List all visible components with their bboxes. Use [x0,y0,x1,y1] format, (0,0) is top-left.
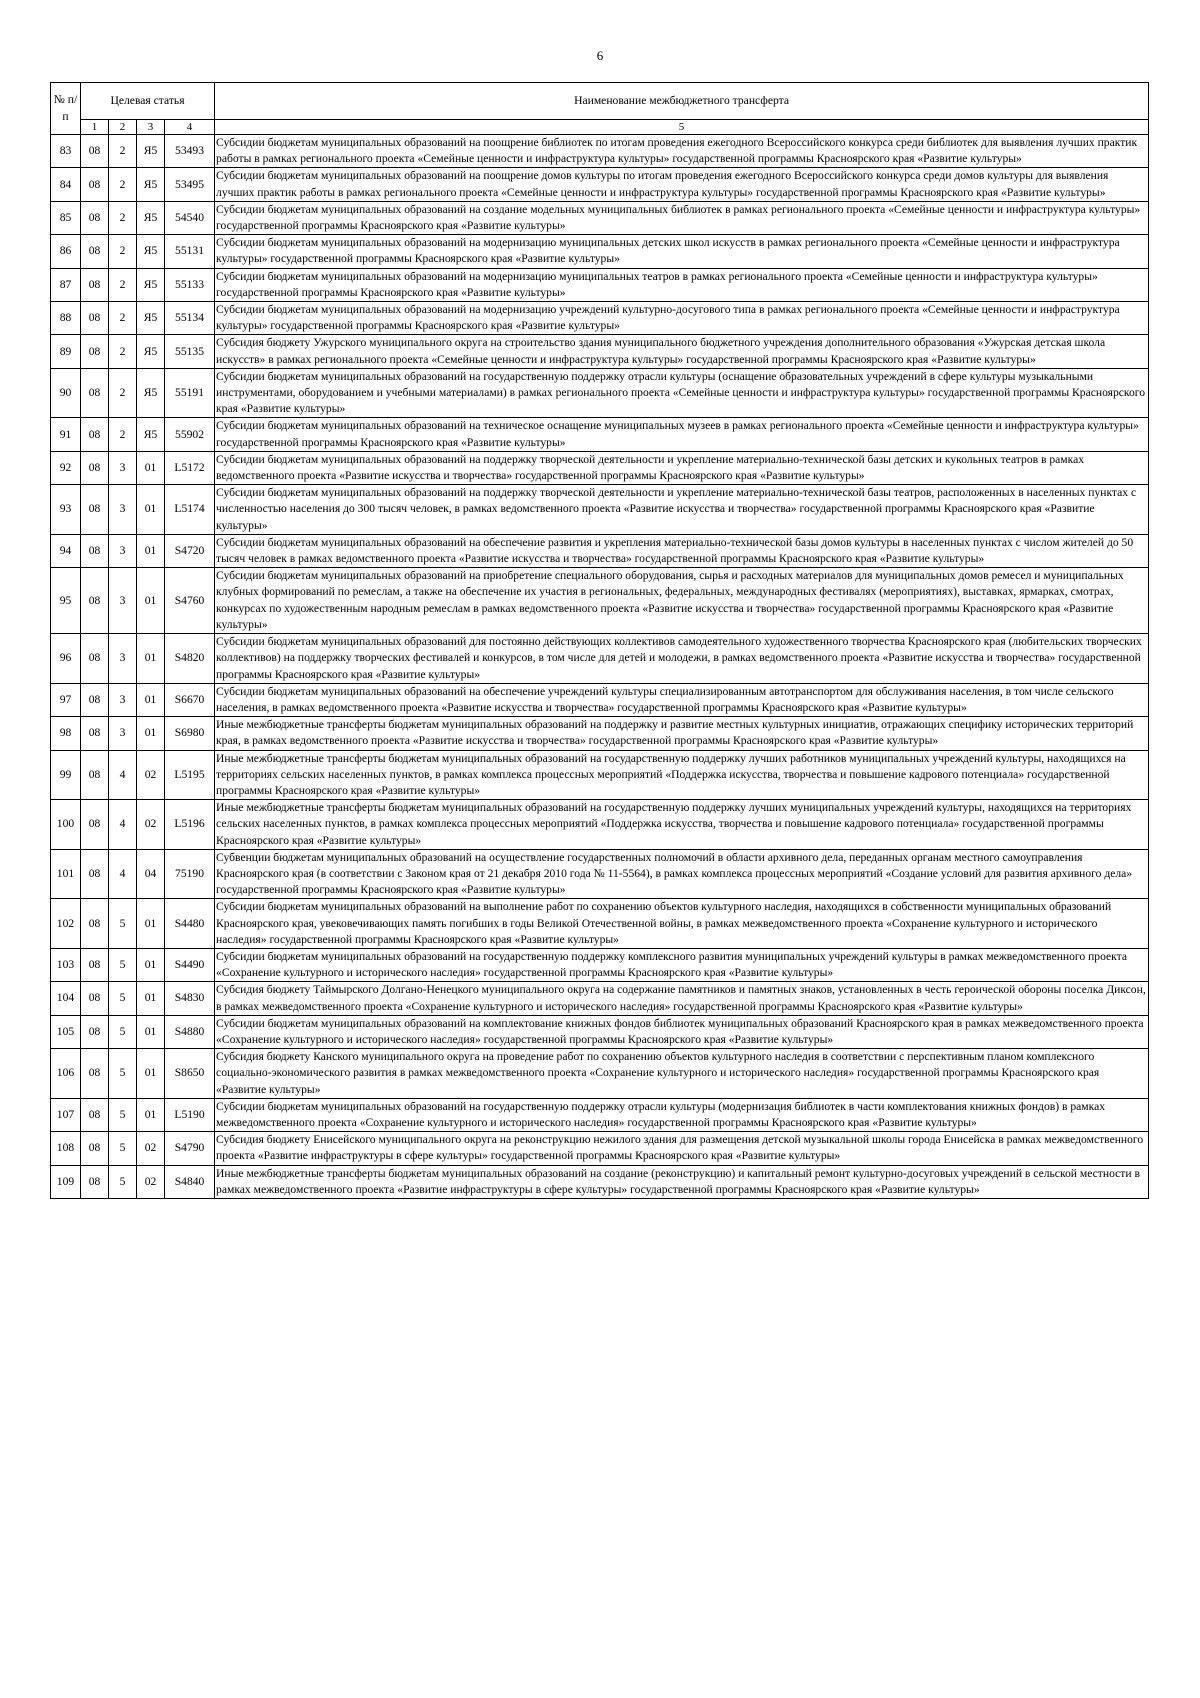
target-code-3: 01 [137,717,165,750]
target-code-3: Я5 [137,235,165,268]
target-code-1: 08 [81,418,109,451]
transfer-name: Иные межбюджетные трансферты бюджетам муниципальных образований на поддержку и развитие местных культурных инициатив, отражающих специфику исторических территорий края, в рамках ведомственного проекта «Развитие искусства и творчества» государственной программы Красноярского края «Развитие культуры» [215,717,1149,750]
target-code-3: 02 [137,1132,165,1165]
row-number: 86 [51,235,81,268]
transfer-name: Субсидии бюджетам муниципальных образований на выполнение работ по сохранению объектов культурного наследия, находящихся в собственности муниципальных образований Красноярского края, увековечивающих память погибших в годы Великой Отечественной войны, в рамках межведомственного проекта «Сохранение культурного и исторического наследия» государственной программы Красноярского края «Развитие культуры» [215,899,1149,949]
target-code-4: L5172 [165,451,215,484]
transfer-name: Субсидии бюджетам муниципальных образований на приобретение специального оборудования, сырья и расходных материалов для муниципальных домов ремесел и муниципальных клубных формирований по ремеслам, а также на обеспечение их участия в региональных, федеральных, международных фестивалях (мероприятиях), выставках, ярмарках, смотрах, конкурсах по художественным народным ремеслам в рамках ведомственного проекта «Развитие искусства и творчества» государственной программы Красноярского края «Развитие культуры» [215,568,1149,634]
row-number: 97 [51,683,81,716]
target-code-3: Я5 [137,335,165,368]
transfers-table [50,82,1149,1199]
target-code-2: 2 [109,135,137,168]
target-code-2: 4 [109,849,137,899]
target-code-1: 08 [81,368,109,418]
transfer-name: Субсидии бюджетам муниципальных образований на комплектование книжных фондов библиотек муниципальных образований Красноярского края в рамках межведомственного проекта «Сохранение культурного и исторического наследия» государственной программы Красноярского края «Развитие культуры» [215,1015,1149,1048]
target-code-3: Я5 [137,268,165,301]
header-target-article: Целевая статья [81,83,215,120]
transfer-name: Субсидии бюджетам муниципальных образований на поощрение домов культуры по итогам проведения ежегодного Всероссийского конкурса среди домов культуры для выявления лучших практик работы в рамках регионального проекта «Семейные ценности и инфраструктура культуры» государственной программы Красноярского края «Развитие культуры» [215,168,1149,201]
target-code-4: 53493 [165,135,215,168]
table-row [51,485,1149,535]
target-code-4: S4720 [165,534,215,567]
target-code-3: 01 [137,485,165,535]
table-row [51,1132,1149,1165]
table-row [51,634,1149,684]
target-code-1: 08 [81,135,109,168]
target-code-1: 08 [81,451,109,484]
row-number: 83 [51,135,81,168]
transfer-name: Субсидии бюджетам муниципальных образований на поощрение библиотек по итогам проведения ежегодного Всероссийского конкурса среди библиотек для выявления лучших практик работы в рамках регионального проекта «Семейные ценности и инфраструктура культуры» государственной программы Красноярского края «Развитие культуры» [215,135,1149,168]
transfer-name: Субсидии бюджетам муниципальных образований на обеспечение учреждений культуры специализированным автотранспортом для обслуживания населения, в том числе сельского населения, в рамках ведомственного проекта «Развитие искусства и творчества» государственной программы Красноярского края «Развитие культуры» [215,683,1149,716]
target-code-2: 2 [109,268,137,301]
row-number: 92 [51,451,81,484]
table-row [51,534,1149,567]
table-row [51,268,1149,301]
target-code-1: 08 [81,485,109,535]
row-number: 98 [51,717,81,750]
target-code-4: S6980 [165,717,215,750]
target-code-4: L5174 [165,485,215,535]
row-number: 85 [51,201,81,234]
table-row [51,1098,1149,1131]
target-code-3: 02 [137,750,165,800]
target-code-1: 08 [81,634,109,684]
target-code-2: 5 [109,1049,137,1099]
row-number: 106 [51,1049,81,1099]
target-code-3: 01 [137,982,165,1015]
transfer-name: Субсидия бюджету Ужурского муниципального округа на строительство здания муниципального бюджетного учреждения дополнительного образования «Ужурская детская школа искусств» в рамках регионального проекта «Семейные ценности и инфраструктура культуры» государственной программы Красноярского края «Развитие культуры» [215,335,1149,368]
target-code-4: S4490 [165,948,215,981]
table-row [51,418,1149,451]
transfer-name: Субсидии бюджетам муниципальных образований на поддержку творческой деятельности и укрепление материально-технической базы театров, расположенных в населенных пунктах с численностью населения до 300 тысяч человек, в рамках ведомственного проекта «Развитие искусства и творчества» государственной программы Красноярского края «Развитие культуры» [215,485,1149,535]
target-code-2: 5 [109,899,137,949]
target-code-2: 5 [109,1132,137,1165]
transfer-name: Субвенции бюджетам муниципальных образований на осуществление государственных полномочий в области архивного дела, переданных органам местного самоуправления Красноярского края (в соответствии с Законом края от 21 декабря 2010 года № 11-5564), в рамках комплекса процессных мероприятий «Создание условий для развития архивного дела» государственной программы Красноярского края «Развитие культуры» [215,849,1149,899]
target-code-1: 08 [81,717,109,750]
target-code-2: 2 [109,201,137,234]
table-body [51,135,1149,1199]
row-number: 93 [51,485,81,535]
target-code-3: 01 [137,634,165,684]
transfer-name: Субсидия бюджету Таймырского Долгано-Ненецкого муниципального округа на содержание памятников и памятных знаков, установленных в честь героической обороны поселка Диксон, в рамках межведомственного проекта «Сохранение культурного и исторического наследия» государственной программы Красноярского края «Развитие культуры» [215,982,1149,1015]
target-code-4: S4480 [165,899,215,949]
target-code-2: 5 [109,1015,137,1048]
transfer-name: Субсидии бюджетам муниципальных образований на государственную поддержку отрасли культуры (модернизация библиотек в части комплектования книжных фондов) в рамках межведомственного проекта «Сохранение культурного и исторического наследия» государственной программы Красноярского края «Развитие культуры» [215,1098,1149,1131]
target-code-1: 08 [81,201,109,234]
row-number: 107 [51,1098,81,1131]
target-code-4: 55191 [165,368,215,418]
target-code-4: 55133 [165,268,215,301]
target-code-1: 08 [81,948,109,981]
target-code-1: 08 [81,1165,109,1198]
target-code-4: 55134 [165,302,215,335]
target-code-3: Я5 [137,368,165,418]
header-num: № п/п [51,83,81,135]
target-code-4: S6670 [165,683,215,716]
target-code-2: 5 [109,948,137,981]
transfer-name: Субсидии бюджетам муниципальных образований на модернизацию учреждений культурно-досугового типа в рамках регионального проекта «Семейные ценности и инфраструктура культуры» государственной программы Красноярского края «Развитие культуры» [215,302,1149,335]
target-code-2: 5 [109,1165,137,1198]
table-row [51,302,1149,335]
table-row [51,1165,1149,1198]
row-number: 105 [51,1015,81,1048]
target-code-3: Я5 [137,418,165,451]
target-code-1: 08 [81,1049,109,1099]
target-code-1: 08 [81,849,109,899]
table-row [51,335,1149,368]
target-code-2: 2 [109,418,137,451]
row-number: 101 [51,849,81,899]
header-col-number: 2 [109,120,137,135]
transfer-name: Иные межбюджетные трансферты бюджетам муниципальных образований на государственную поддержку лучших работников муниципальных учреждений культуры, находящихся на территориях сельских населенных пунктов, в рамках комплекса процессных мероприятий «Поддержка искусства, творчества и повышение кадрового потенциала» государственной программы Красноярского края «Развитие культуры» [215,750,1149,800]
target-code-2: 3 [109,451,137,484]
table-row [51,1049,1149,1099]
target-code-3: 04 [137,849,165,899]
row-number: 96 [51,634,81,684]
target-code-4: S4820 [165,634,215,684]
row-number: 103 [51,948,81,981]
target-code-1: 08 [81,335,109,368]
target-code-3: 01 [137,1098,165,1131]
transfer-name: Субсидии бюджетам муниципальных образований на модернизацию муниципальных театров в рамках регионального проекта «Семейные ценности и инфраструктура культуры» государственной программы Красноярского края «Развитие культуры» [215,268,1149,301]
target-code-1: 08 [81,302,109,335]
target-code-3: 01 [137,683,165,716]
table-row [51,683,1149,716]
target-code-2: 2 [109,168,137,201]
row-number: 104 [51,982,81,1015]
header-name: Наименование межбюджетного трансферта [215,83,1149,120]
header-col-number: 1 [81,120,109,135]
target-code-3: 01 [137,568,165,634]
row-number: 88 [51,302,81,335]
row-number: 102 [51,899,81,949]
target-code-4: 55902 [165,418,215,451]
table-row [51,899,1149,949]
table-row [51,368,1149,418]
target-code-2: 3 [109,717,137,750]
target-code-2: 3 [109,485,137,535]
table-row [51,1015,1149,1048]
table-row [51,849,1149,899]
target-code-3: 01 [137,1015,165,1048]
target-code-1: 08 [81,1098,109,1131]
target-code-2: 2 [109,335,137,368]
target-code-3: 02 [137,1165,165,1198]
target-code-3: Я5 [137,168,165,201]
row-number: 109 [51,1165,81,1198]
target-code-1: 08 [81,899,109,949]
transfer-name: Субсидии бюджетам муниципальных образований на модернизацию муниципальных детских школ искусств в рамках регионального проекта «Семейные ценности и инфраструктура культуры» государственной программы Красноярского края «Развитие культуры» [215,235,1149,268]
table-row [51,168,1149,201]
header-col-number: 4 [165,120,215,135]
row-number: 99 [51,750,81,800]
table-row [51,201,1149,234]
target-code-2: 3 [109,634,137,684]
target-code-2: 4 [109,800,137,850]
target-code-3: 02 [137,800,165,850]
target-code-4: L5195 [165,750,215,800]
table-row [51,800,1149,850]
row-number: 87 [51,268,81,301]
target-code-4: S4760 [165,568,215,634]
target-code-2: 3 [109,568,137,634]
target-code-1: 08 [81,1132,109,1165]
target-code-4: S8650 [165,1049,215,1099]
row-number: 100 [51,800,81,850]
target-code-2: 5 [109,982,137,1015]
target-code-1: 08 [81,683,109,716]
table-row [51,235,1149,268]
transfer-name: Субсидия бюджету Енисейского муниципального округа на реконструкцию нежилого здания для размещения детской музыкальной школы города Енисейска в рамках межведомственного проекта «Развитие инфраструктуры в сфере культуры» государственной программы Красноярского края «Развитие культуры» [215,1132,1149,1165]
target-code-2: 2 [109,368,137,418]
target-code-3: Я5 [137,135,165,168]
transfer-name: Иные межбюджетные трансферты бюджетам муниципальных образований на государственную поддержку лучших муниципальных учреждений культуры, находящихся на территориях сельских населенных пунктов, в рамках комплекса процессных мероприятий «Поддержка искусства, творчества и повышение кадрового потенциала» государственной программы Красноярского края «Развитие культуры» [215,800,1149,850]
transfer-name: Субсидия бюджету Канского муниципального округа на проведение работ по сохранению объектов культурного наследия в соответствии с перспективным планом комплексного социально-экономического развития в рамках межведомственного проекта «Сохранение культурного и исторического наследия» государственной программы Красноярского края «Развитие культуры» [215,1049,1149,1099]
target-code-1: 08 [81,568,109,634]
target-code-1: 08 [81,235,109,268]
target-code-3: 01 [137,899,165,949]
target-code-3: Я5 [137,302,165,335]
target-code-4: 75190 [165,849,215,899]
target-code-3: 01 [137,948,165,981]
target-code-1: 08 [81,168,109,201]
table-row [51,948,1149,981]
row-number: 84 [51,168,81,201]
target-code-1: 08 [81,750,109,800]
table-row [51,135,1149,168]
transfer-name: Субсидии бюджетам муниципальных образований для постоянно действующих коллективов самодеятельного художественного творчества Красноярского края (любительских творческих коллективов) на поддержку творческих фестивалей и конкурсов, в том числе для детей и молодежи, в рамках ведомственного проекта «Развитие искусства и творчества» государственной программы Красноярского края «Развитие культуры» [215,634,1149,684]
row-number: 90 [51,368,81,418]
table-row [51,451,1149,484]
table-row [51,717,1149,750]
target-code-4: L5190 [165,1098,215,1131]
transfer-name: Субсидии бюджетам муниципальных образований на техническое оснащение муниципальных музеев в рамках регионального проекта «Семейные ценности и инфраструктура культуры» государственной программы Красноярского края «Развитие культуры» [215,418,1149,451]
transfer-name: Субсидии бюджетам муниципальных образований на поддержку творческой деятельности и укрепление материально-технической базы детских и кукольных театров в рамках ведомственного проекта «Развитие искусства и творчества» государственной программы Красноярского края «Развитие культуры» [215,451,1149,484]
target-code-1: 08 [81,1015,109,1048]
target-code-2: 3 [109,683,137,716]
target-code-4: L5196 [165,800,215,850]
row-number: 108 [51,1132,81,1165]
target-code-1: 08 [81,268,109,301]
table-row [51,568,1149,634]
target-code-3: 01 [137,451,165,484]
page-number: 6 [596,48,604,63]
transfer-name: Иные межбюджетные трансферты бюджетам муниципальных образований на создание (реконструкцию) и капитальный ремонт культурно-досуговых учреждений в сельской местности в рамках межведомственного проекта «Развитие инфраструктуры в сфере культуры» государственной программы Красноярского края «Развитие культуры» [215,1165,1149,1198]
target-code-2: 2 [109,235,137,268]
target-code-1: 08 [81,534,109,567]
table-row [51,750,1149,800]
transfer-name: Субсидии бюджетам муниципальных образований на обеспечение развития и укрепления материально-технической базы домов культуры в населенных пунктах с числом жителей до 50 тысяч человек в рамках ведомственного проекта «Развитие искусства и творчества» государственной программы Красноярского края «Развитие культуры» [215,534,1149,567]
target-code-3: 01 [137,534,165,567]
target-code-4: S4840 [165,1165,215,1198]
target-code-1: 08 [81,800,109,850]
header-col-number: 3 [137,120,165,135]
target-code-4: 54540 [165,201,215,234]
target-code-4: S4830 [165,982,215,1015]
target-code-1: 08 [81,982,109,1015]
transfer-name: Субсидии бюджетам муниципальных образований на создание модельных муниципальных библиотек в рамках регионального проекта «Семейные ценности и инфраструктура культуры» государственной программы Красноярского края «Развитие культуры» [215,201,1149,234]
transfer-name: Субсидии бюджетам муниципальных образований на государственную поддержку комплексного развития муниципальных учреждений культуры в рамках межведомственного проекта «Сохранение культурного и исторического наследия» государственной программы Красноярского края «Развитие культуры» [215,948,1149,981]
row-number: 94 [51,534,81,567]
target-code-3: Я5 [137,201,165,234]
target-code-4: 55135 [165,335,215,368]
target-code-3: 01 [137,1049,165,1099]
target-code-4: S4790 [165,1132,215,1165]
table-row [51,982,1149,1015]
target-code-2: 3 [109,534,137,567]
target-code-4: 53495 [165,168,215,201]
transfer-name: Субсидии бюджетам муниципальных образований на государственную поддержку отрасли культуры (оснащение образовательных учреждений в сфере культуры музыкальными инструментами, оборудованием и учебными материалами) в рамках регионального проекта «Семейные ценности и инфраструктура культуры» государственной программы Красноярского края «Развитие культуры» [215,368,1149,418]
target-code-4: 55131 [165,235,215,268]
row-number: 91 [51,418,81,451]
row-number: 89 [51,335,81,368]
target-code-4: S4880 [165,1015,215,1048]
target-code-2: 4 [109,750,137,800]
header-col-number: 5 [215,120,1149,135]
target-code-2: 2 [109,302,137,335]
row-number: 95 [51,568,81,634]
target-code-2: 5 [109,1098,137,1131]
